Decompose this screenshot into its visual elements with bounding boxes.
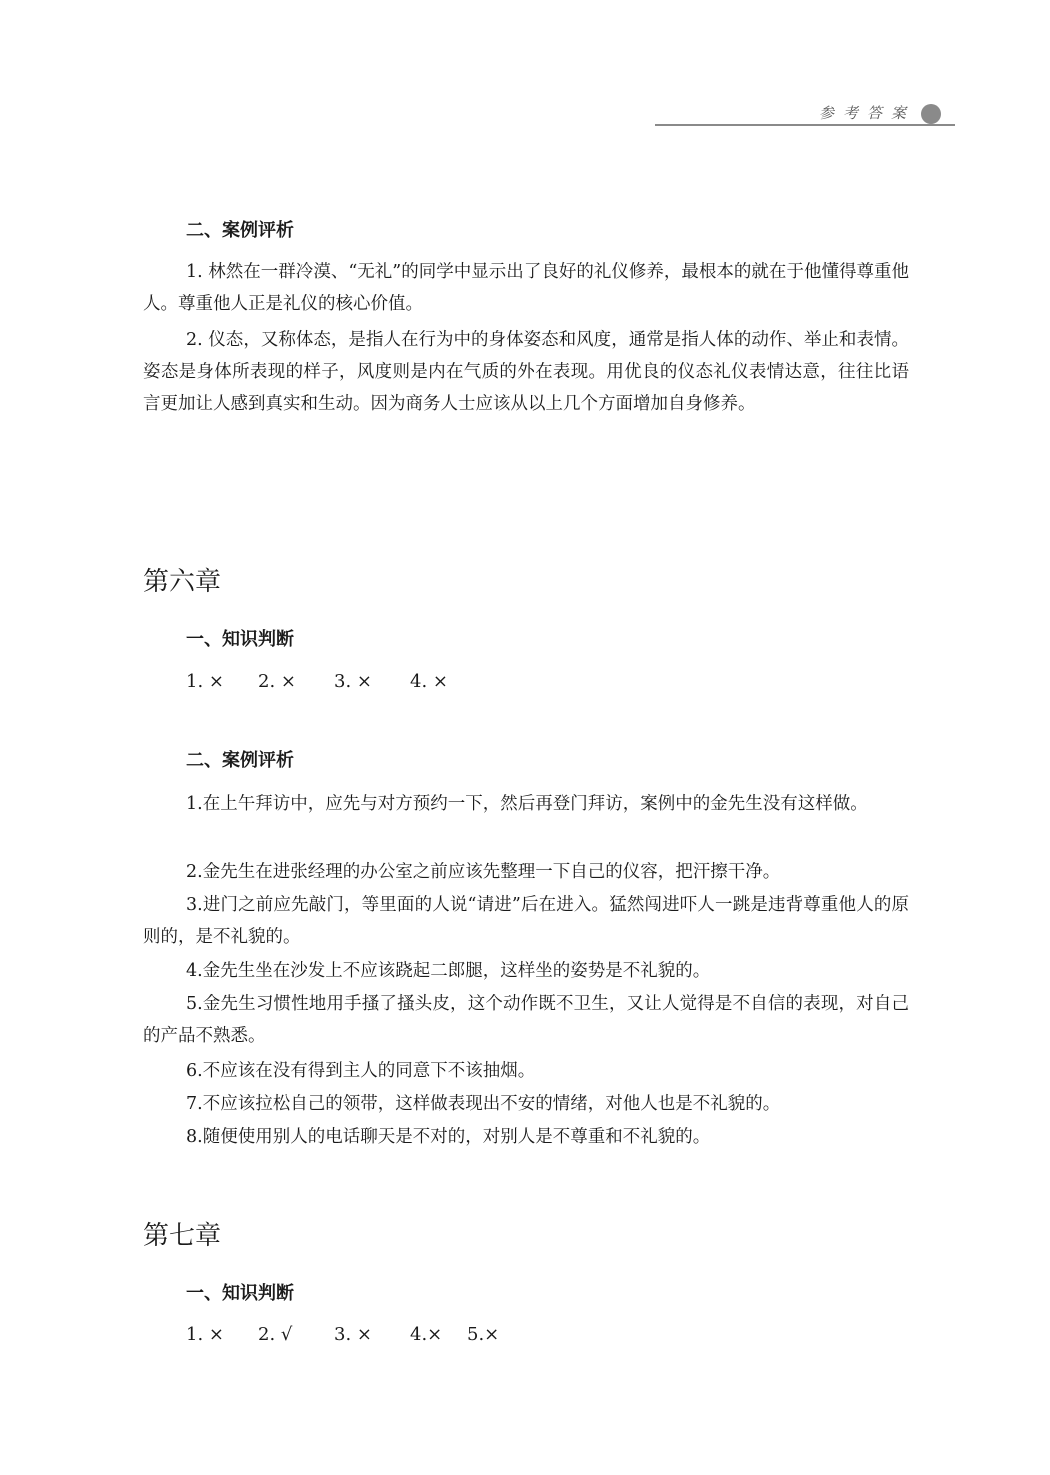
answer-row <box>186 671 448 692</box>
list-item: 7.不应该拉松自己的领带，这样做表现出不安的情绪，对他人也是不礼貌的。 <box>186 1094 781 1114</box>
list-item: 3.进门之前应先敲门，等里面的人说“请进”后在进入。猛然闯进吓人一跳是违背尊重他人的原则的，是不礼貌的。 <box>143 895 909 947</box>
answer-row <box>186 1324 499 1345</box>
answer-item: 1. × <box>186 671 224 692</box>
list-item: 4.金先生坐在沙发上不应该跷起二郎腿，这样坐的姿势是不礼貌的。 <box>186 961 711 981</box>
answer-item: 2. √ <box>258 1324 293 1345</box>
answer-item: 4.× <box>410 1324 443 1345</box>
list-item: 1.在上午拜访中，应先与对方预约一下，然后再登门拜访，案例中的金先生没有这样做。 <box>186 794 868 814</box>
answer-item: 3. × <box>334 671 372 692</box>
list-item: 8.随便使用别人的电话聊天是不对的，对别人是不尊重和不礼貌的。 <box>186 1127 711 1147</box>
answer-item: 3. × <box>334 1324 372 1345</box>
answer-item: 1. × <box>186 1324 224 1345</box>
list-item: 5.金先生习惯性地用手搔了搔头皮，这个动作既不卫生，又让人觉得是不自信的表现，对自己的产品不熟悉。 <box>143 994 909 1046</box>
chapter-title-6: 第六章 <box>143 567 222 597</box>
list-item: 2.金先生在进张经理的办公室之前应该先整理一下自己的仪容，把汗擦干净。 <box>186 862 781 882</box>
chapter-title-7: 第七章 <box>143 1221 222 1251</box>
paragraph: 2. 仪态，又称体态，是指人在行为中的身体姿态和风度，通常是指人体的动作、举止和表情。姿态是身体所表现的样子，风度则是内在气质的外在表现。用优良的仪态礼仪表情达意，往往比语言更加让人感到真实和生动。因为商务人士应该从以上几个方面增加自身修养。 <box>143 330 909 414</box>
header-rule <box>655 124 955 126</box>
answer-item: 4. × <box>410 671 448 692</box>
section-heading-knowledge: 一、知识判断 <box>186 629 294 650</box>
paragraph: 1. 林然在一群冷漠、“无礼”的同学中显示出了良好的礼仪修养，最根本的就在于他懂得尊重他人。尊重他人正是礼仪的核心价值。 <box>143 262 909 314</box>
running-title: 参考答案 <box>818 104 915 122</box>
answer-item: 2. × <box>258 671 296 692</box>
section-heading-case-analysis: 二、案例评析 <box>186 750 294 771</box>
running-header <box>655 100 955 128</box>
section-heading-knowledge: 一、知识判断 <box>186 1283 294 1304</box>
answer-item: 5.× <box>467 1324 500 1345</box>
section-heading-case-analysis: 二、案例评析 <box>186 220 294 241</box>
header-circle-ornament <box>921 104 941 124</box>
list-item: 6.不应该在没有得到主人的同意下不该抽烟。 <box>186 1061 536 1081</box>
